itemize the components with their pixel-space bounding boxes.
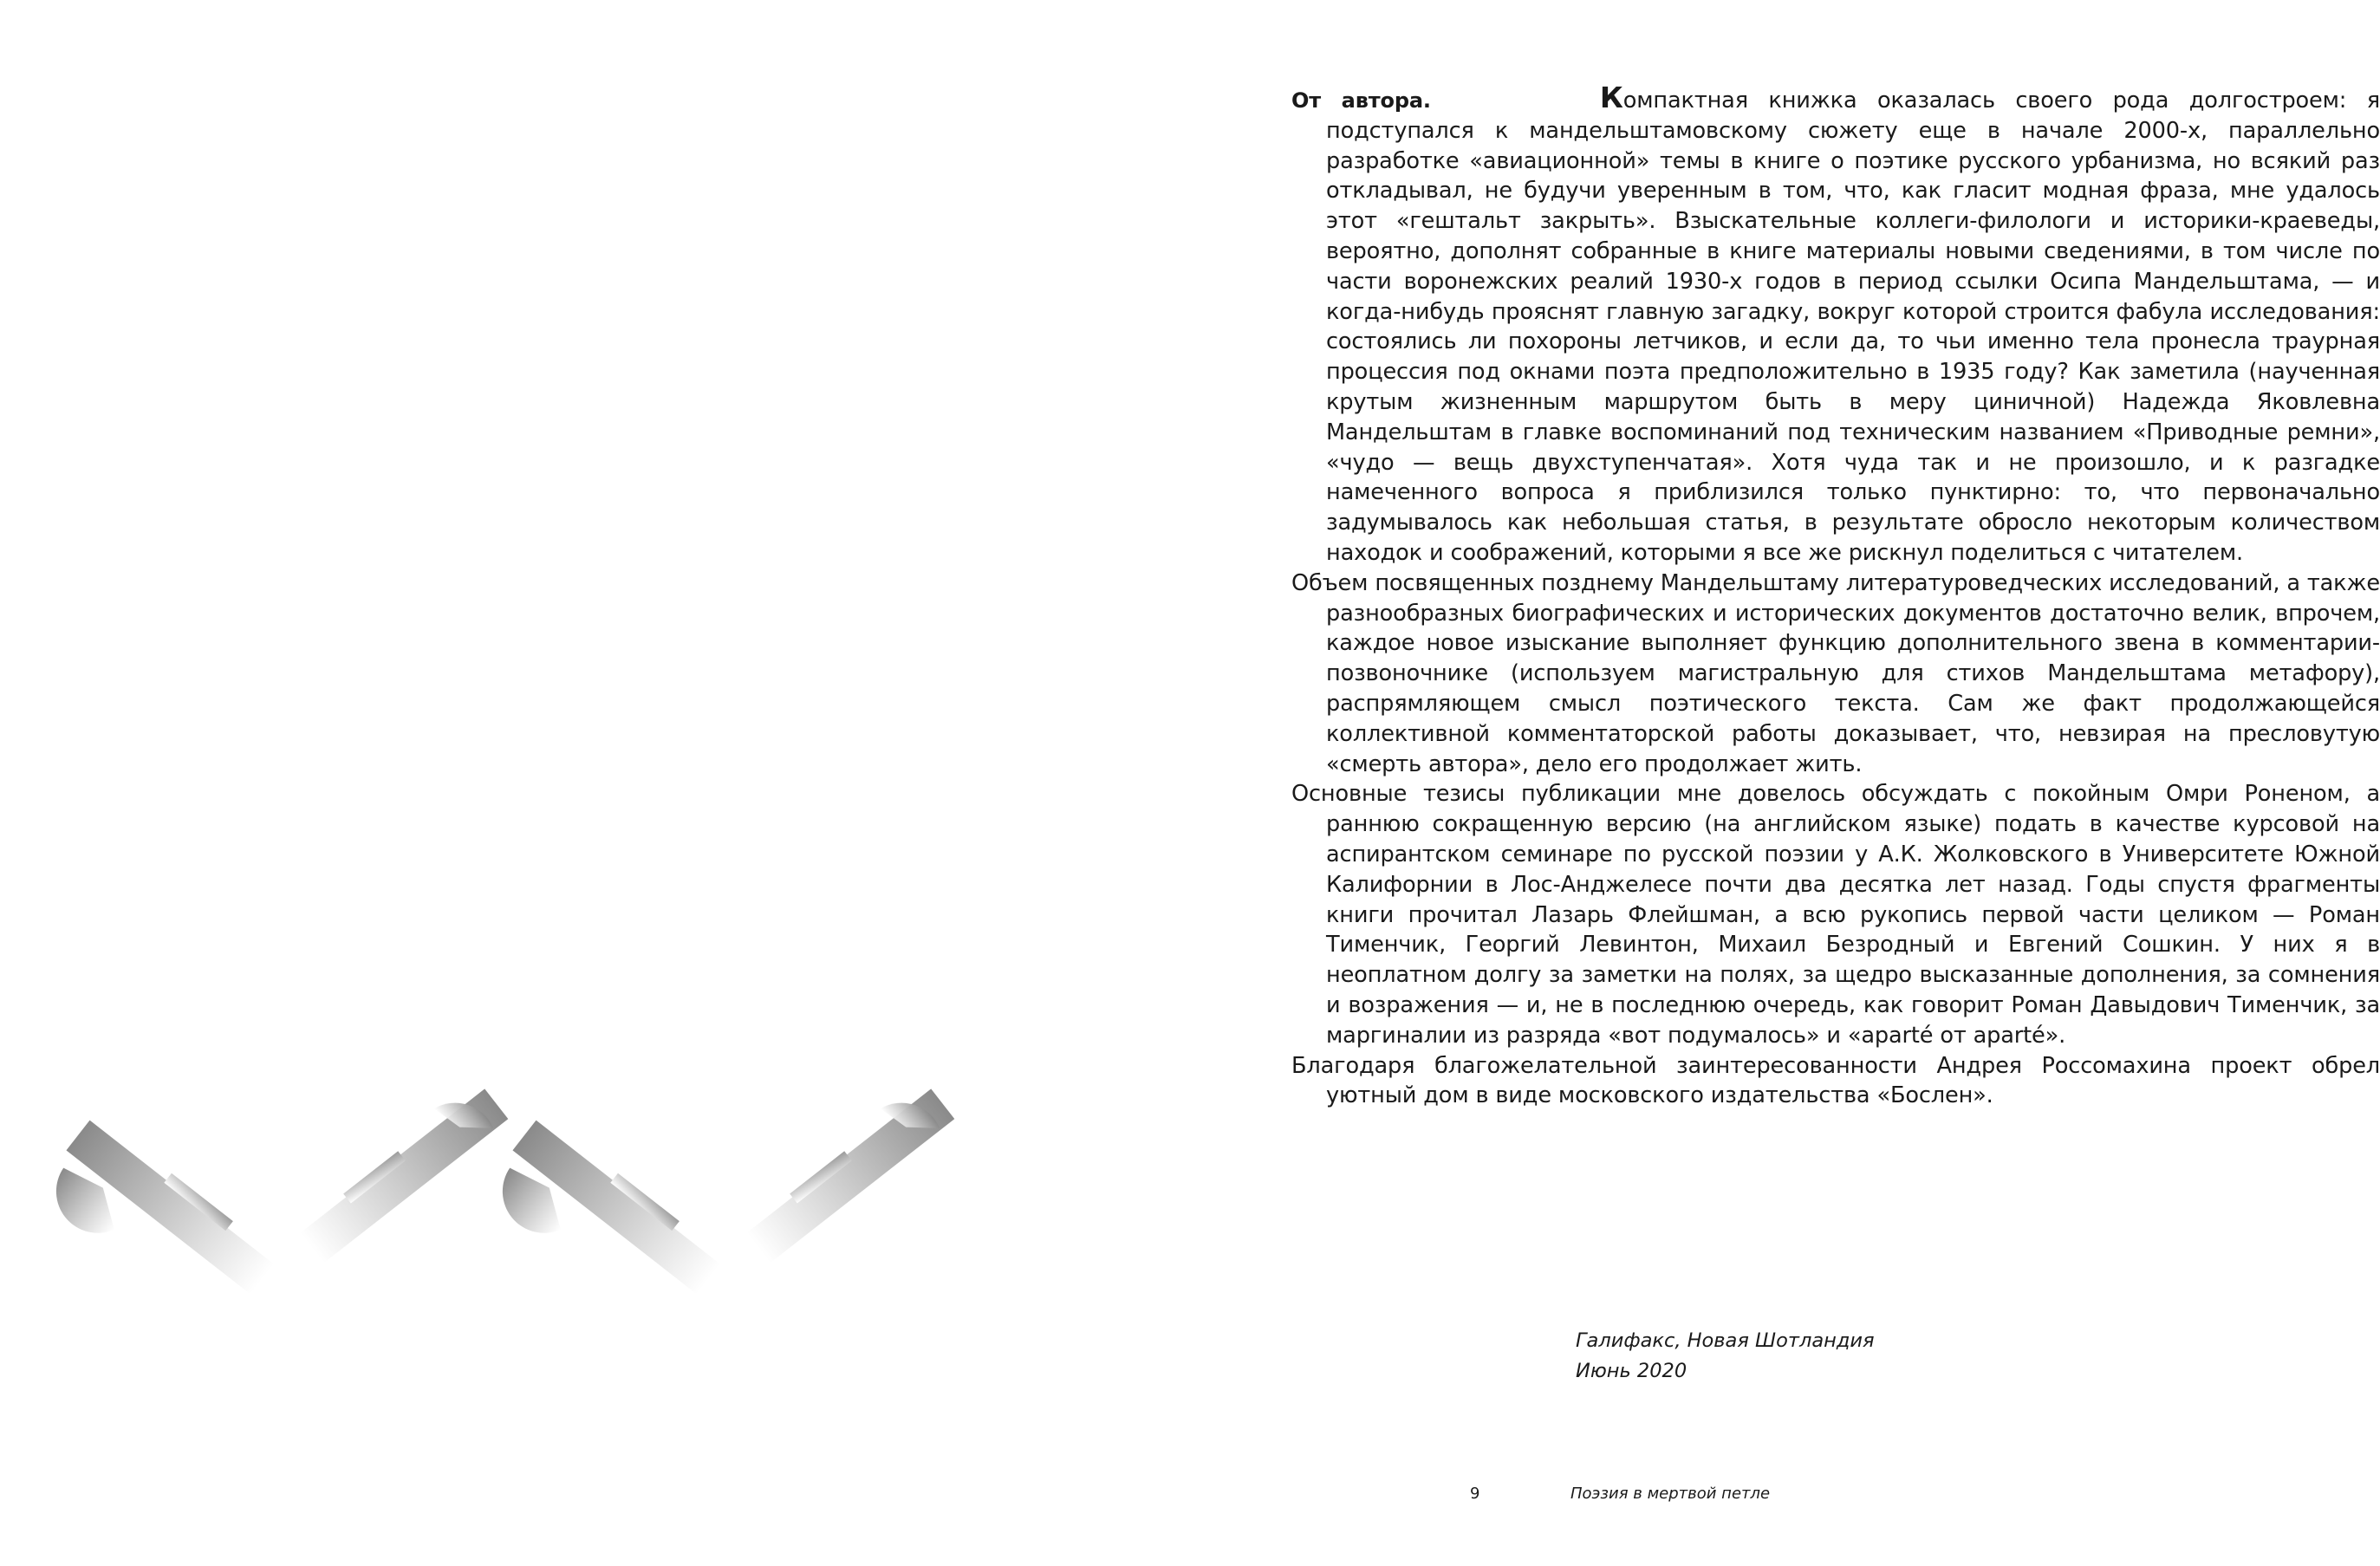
paragraph-1 [1291, 83, 2380, 569]
drop-cap: К [1599, 81, 1623, 114]
paragraph-2: Объем посвященных позднему Мандельштаму литературоведческих исследований, а также разнообразных биографических и исторических документов достаточно велик, впрочем, каждое новое изыскание выполняет функцию дополнительного звена в комментарии-позвоночнике (используем магистральную для стихов Мандельштама метафору), распрямляющем смысл поэтического текста. Сам же факт продолжающейся коллективной комментаторской работы доказывает, что, невзирая на пресловутую «смерть автора», дело его продолжает жить. [1291, 569, 2380, 777]
biplane-4 [737, 1076, 954, 1263]
paragraph-1-text: омпактная книжка оказалась своего рода долгостроем: я подступался к мандельштамовскому сюжету еще в начале 2000-х, параллельно разработке «авиационной» темы в книге о поэтике русского урбанизма, но всякий раз откладывал, не будучи уверенным в том, что, как гласит модная фраза, мне удалось этот «гештальт закрыть». Взыскательные коллеги-филологи и историки-краеведы, вероятно, дополнят собранные в книге материалы новыми сведениями, в том числе по части воронежских реалий 1930-х годов в период ссылки Осипа Мандельштама, — и когда-нибудь прояснят главную загадку, вокруг которой строится фабула исследования: состоялись ли похороны летчиков, и если да, то чьи именно тела пронесла траурная процессия под окнами поэта предположительно в 1935 году? Как заметила (наученная крутым жизненным маршрутом быть в меру циничной) Надежда Яковлевна Мандельштам в главке воспоминаний под техническим названием «Приводные ремни», «чудо — вещь двухступенчатая». Хотя чуда так и не произошло, и к разгадке намеченного вопроса я приблизился только пунктирно: то, что первоначально задумывалось как небольшая статья, в результате обросло некоторым количеством находок и соображений, которыми я все же рискнул поделиться с читателем. [1326, 88, 2380, 566]
biplane-1 [33, 1114, 280, 1337]
biplane-2 [290, 1076, 508, 1263]
signature-place: Галифакс, Новая Шотландия [1576, 1329, 1875, 1352]
author-foreword [1291, 83, 2380, 1111]
running-title: Поэзия в мертвой петле [1570, 1485, 1771, 1503]
section-label: От автора. [1291, 88, 1431, 113]
signature-date: Июнь 2020 [1576, 1360, 1687, 1382]
signature [1576, 1326, 1875, 1387]
paragraph-4: Благодаря благожелательной заинтересованности Андрея Россомахина проект обрел уютный дом в виде московского издательства «Бослен». [1291, 1052, 2380, 1109]
biplane-3 [479, 1114, 726, 1337]
biplane-silhouettes-icon [52, 1040, 936, 1283]
left-page [0, 0, 1109, 1566]
right-page [1109, 0, 2380, 1566]
paragraph-3: Основные тезисы публикации мне довелось обсуждать с покойным Омри Роненом, а раннюю сокращенную версию (на английском языке) подать в качестве курсовой на аспирантском семинаре по русской поэзии у А.К. Жолковского в Университете Южной Калифорнии в Лос-Анджелесе почти два десятка лет назад. Годы спустя фрагменты книги прочитал Лазарь Флейшман, а всю рукопись первой части целиком — Роман Тименчик, Георгий Левинтон, Михаил Безродный и Евгений Сошкин. У них я в неоплатном долгу за заметки на полях, за щедро высказанные дополнения, за сомнения и возражения — и, не в последнюю очередь, как говорит Роман Давыдович Тименчик, за маргиналии из разряда «вот подумалось» и «aparté от aparté». [1291, 781, 2380, 1049]
page-number: 9 [1470, 1485, 1480, 1503]
